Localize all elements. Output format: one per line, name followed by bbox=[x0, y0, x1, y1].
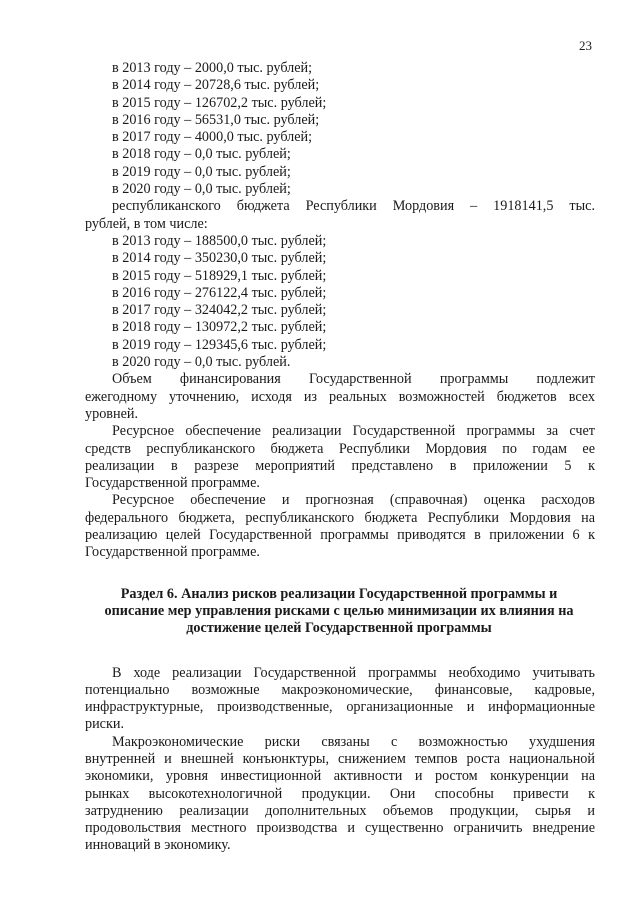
paragraph-line: инфраструктурные, производственные, организационные и информационные bbox=[85, 699, 595, 716]
paragraph-line: Ресурсное обеспечение и прогнозная (справочная) оценка расходов bbox=[112, 492, 595, 509]
section-title-line: достижение целей Государственной программы bbox=[186, 620, 492, 637]
resource-paragraph-2 bbox=[85, 492, 595, 561]
paragraph-line: продовольствия местного производства и существенно ограничить внедрение bbox=[85, 820, 595, 837]
paragraph-line: ежегодному уточнению, исходя из реальных возможностей бюджетов всех bbox=[85, 388, 595, 405]
paragraph-line: затруднению реализации дополнительных объемов продукции, сырья и bbox=[85, 802, 595, 819]
funding-list-1 bbox=[85, 60, 595, 198]
paragraph-line: реализацию целей Государственной программы приводятся в приложении 6 к bbox=[85, 527, 595, 544]
risks-paragraph bbox=[85, 665, 595, 734]
list-item: в 2018 году – 130972,2 тыс. рублей; bbox=[112, 319, 327, 336]
section-title bbox=[79, 586, 599, 638]
macro-risks-paragraph bbox=[85, 734, 595, 855]
list-item: в 2019 году – 129345,6 тыс. рублей; bbox=[112, 336, 327, 353]
paragraph-line: экономики, уровня инвестиционной активности и ростом конкуренции на bbox=[85, 768, 595, 785]
paragraph-line: республиканского бюджета Республики Мордовия – 1918141,5 тыс. bbox=[112, 198, 595, 215]
volume-paragraph bbox=[85, 371, 595, 423]
list-item: в 2017 году – 4000,0 тыс. рублей; bbox=[112, 129, 313, 146]
list-item: в 2020 году – 0,0 тыс. рублей. bbox=[112, 354, 291, 371]
paragraph-line: Макроэкономические риски связаны с возможностью ухудшения bbox=[112, 733, 595, 750]
paragraph-line: инноваций в экономику. bbox=[85, 837, 231, 854]
paragraph-line: рынках высокотехнологичной продукции. Они способны привести к bbox=[85, 785, 595, 802]
paragraph-line: риски. bbox=[85, 716, 125, 733]
paragraph-line: внутренней и внешней конъюнктуры, снижением темпов роста национальной bbox=[85, 750, 595, 767]
list-item: в 2015 году – 126702,2 тыс. рублей; bbox=[112, 94, 327, 111]
list-item: в 2019 году – 0,0 тыс. рублей; bbox=[112, 163, 291, 180]
paragraph-line: Государственной программе. bbox=[85, 544, 260, 561]
list-item: в 2020 году – 0,0 тыс. рублей; bbox=[112, 181, 291, 198]
funding-list-2 bbox=[85, 233, 595, 371]
section-title-line: описание мер управления рисками с целью минимизации их влияния на bbox=[104, 602, 574, 619]
paragraph-line: реализации в разрезе мероприятий представлено в приложении 5 к bbox=[85, 457, 595, 474]
list-item: в 2016 году – 276122,4 тыс. рублей; bbox=[112, 284, 327, 301]
list-item: в 2014 году – 350230,0 тыс. рублей; bbox=[112, 250, 327, 267]
paragraph-line: рублей, в том числе: bbox=[85, 215, 208, 232]
list-item: в 2016 году – 56531,0 тыс. рублей; bbox=[112, 111, 320, 128]
paragraph-line: В ходе реализации Государственной программы необходимо учитывать bbox=[112, 664, 595, 681]
paragraph-line: Государственной программе. bbox=[85, 475, 260, 492]
resource-paragraph-1 bbox=[85, 423, 595, 492]
page-number: 23 bbox=[579, 38, 592, 53]
paragraph-line: Ресурсное обеспечение реализации Государственной программы за счет bbox=[112, 423, 595, 440]
paragraph-line: уровней. bbox=[85, 405, 139, 422]
paragraph-line: средств республиканского бюджета Республики Мордовия по годам ее bbox=[85, 440, 595, 457]
list-item: в 2017 году – 324042,2 тыс. рублей; bbox=[112, 302, 327, 319]
list-item: в 2018 году – 0,0 тыс. рублей; bbox=[112, 146, 291, 163]
section-title-line: Раздел 6. Анализ рисков реализации Государственной программы и bbox=[120, 585, 558, 602]
paragraph-line: Объем финансирования Государственной программы подлежит bbox=[112, 371, 595, 388]
list-item: в 2014 году – 20728,6 тыс. рублей; bbox=[112, 77, 320, 94]
paragraph-line: федерального бюджета, республиканского бюджета Республики Мордовия на bbox=[85, 509, 595, 526]
paragraph-line: потенциально возможные макроэкономические, финансовые, кадровые, bbox=[85, 681, 595, 698]
list-item: в 2013 году – 2000,0 тыс. рублей; bbox=[112, 60, 313, 76]
document-body bbox=[85, 60, 595, 855]
republic-budget-paragraph bbox=[85, 198, 595, 233]
list-item: в 2013 году – 188500,0 тыс. рублей; bbox=[112, 232, 327, 249]
list-item: в 2015 году – 518929,1 тыс. рублей; bbox=[112, 267, 327, 284]
